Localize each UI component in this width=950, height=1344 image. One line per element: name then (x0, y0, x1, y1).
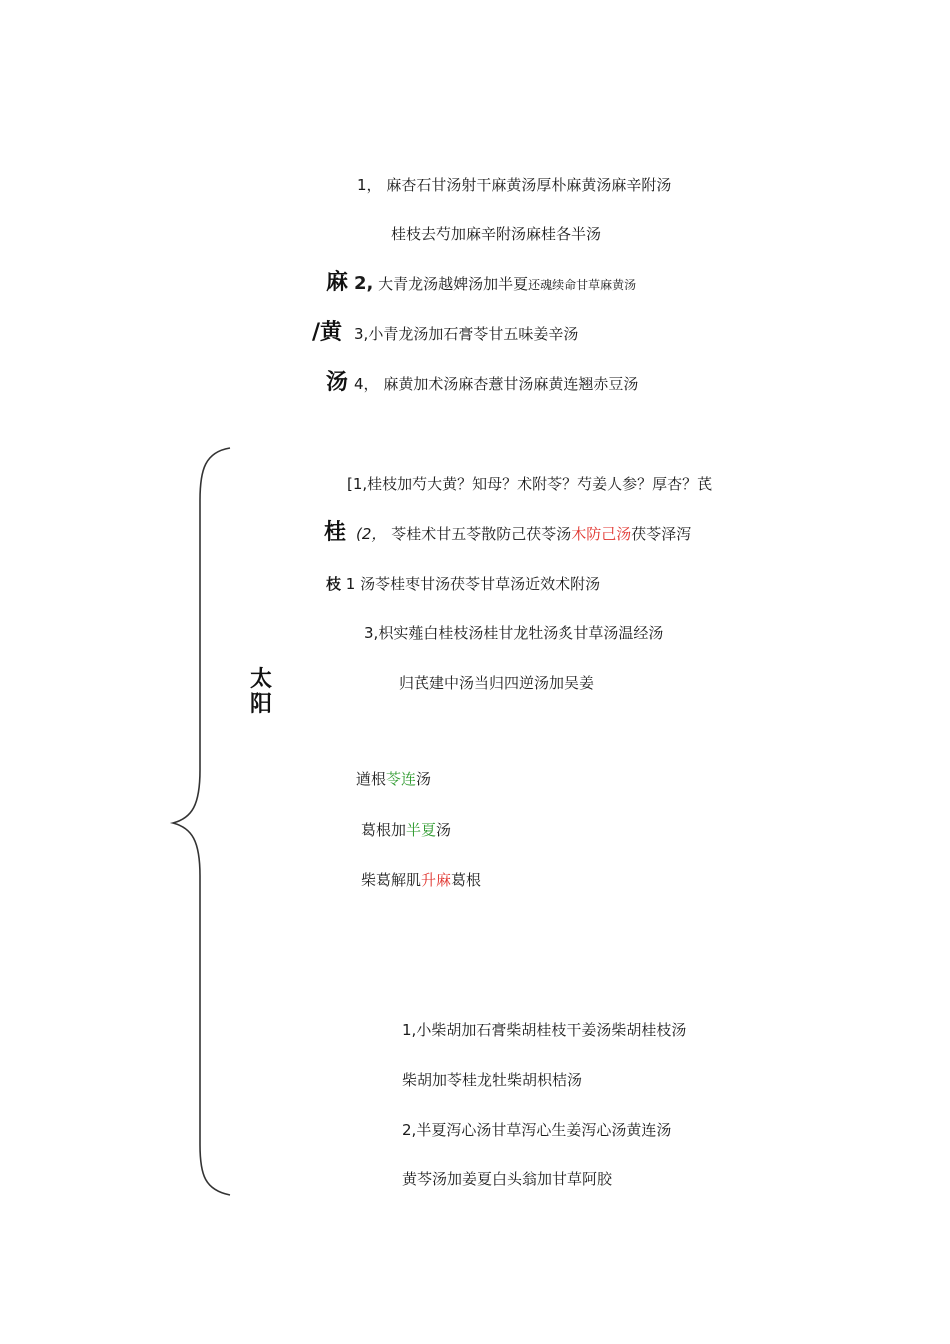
guizhi-label-gui: 桂 (324, 520, 347, 545)
chaihu-row-1: 1,小柴胡加石膏柴胡桂枝干姜汤柴胡桂枝汤 (402, 1021, 687, 1039)
gegen-row-3: 柴葛解肌升麻葛根 (361, 871, 482, 889)
mahuang-row-4: 4， 麻黄加术汤麻杏薏甘汤麻黄连翘赤豆汤 (354, 375, 639, 393)
mahuang-label-tang: 汤 (326, 370, 349, 395)
guizhi-row-3: 枝 1 汤苓桂枣甘汤茯苓甘草汤近效术附汤 (326, 575, 601, 593)
chaihu-row-2: 2,半夏泻心汤甘草泻心生姜泻心汤黄连汤 (402, 1121, 672, 1139)
mahuang-row-3: 3,小青龙汤加石膏苓甘五味姜辛汤 (354, 325, 579, 343)
gegen-row-2: 葛根加半夏汤 (361, 821, 452, 839)
mahuang-label-huang: /黄 (312, 320, 343, 345)
chaihu-row-1b: 柴胡加苓桂龙牡柴胡枳桔汤 (402, 1071, 583, 1089)
guizhi-row-1: [1,桂枝加芍大黄？知母？术附苓？芍姜人参？厚杏？芪 (347, 475, 713, 493)
mahuang-row-1: 1， 麻杏石甘汤射干麻黄汤厚朴麻黄汤麻辛附汤 (357, 176, 672, 194)
mahuang-label-ma: 麻 (326, 270, 349, 295)
guizhi-row-4b: 归芪建中汤当归四逆汤加吴姜 (399, 674, 595, 692)
mahuang-row-1b: 桂枝去芍加麻辛附汤麻桂各半汤 (391, 225, 602, 243)
taiyang-label-tai: 太 (250, 667, 273, 692)
guizhi-row-4: 3,枳实薤白桂枝汤桂甘龙牡汤炙甘草汤温经汤 (364, 624, 664, 642)
guizhi-row-2: (2， 苓桂术甘五苓散防己茯苓汤木防己汤茯苓泽泻 (356, 525, 692, 543)
mahuang-row-2: 2, 大青龙汤越婢汤加半夏还魂续命甘草麻黄汤 (354, 273, 637, 294)
chaihu-row-2b: 黄芩汤加姜夏白头翁加甘草阿胶 (402, 1170, 613, 1188)
taiyang-label-yang: 阳 (250, 692, 273, 717)
gegen-row-1: 遒根苓连汤 (356, 770, 432, 788)
